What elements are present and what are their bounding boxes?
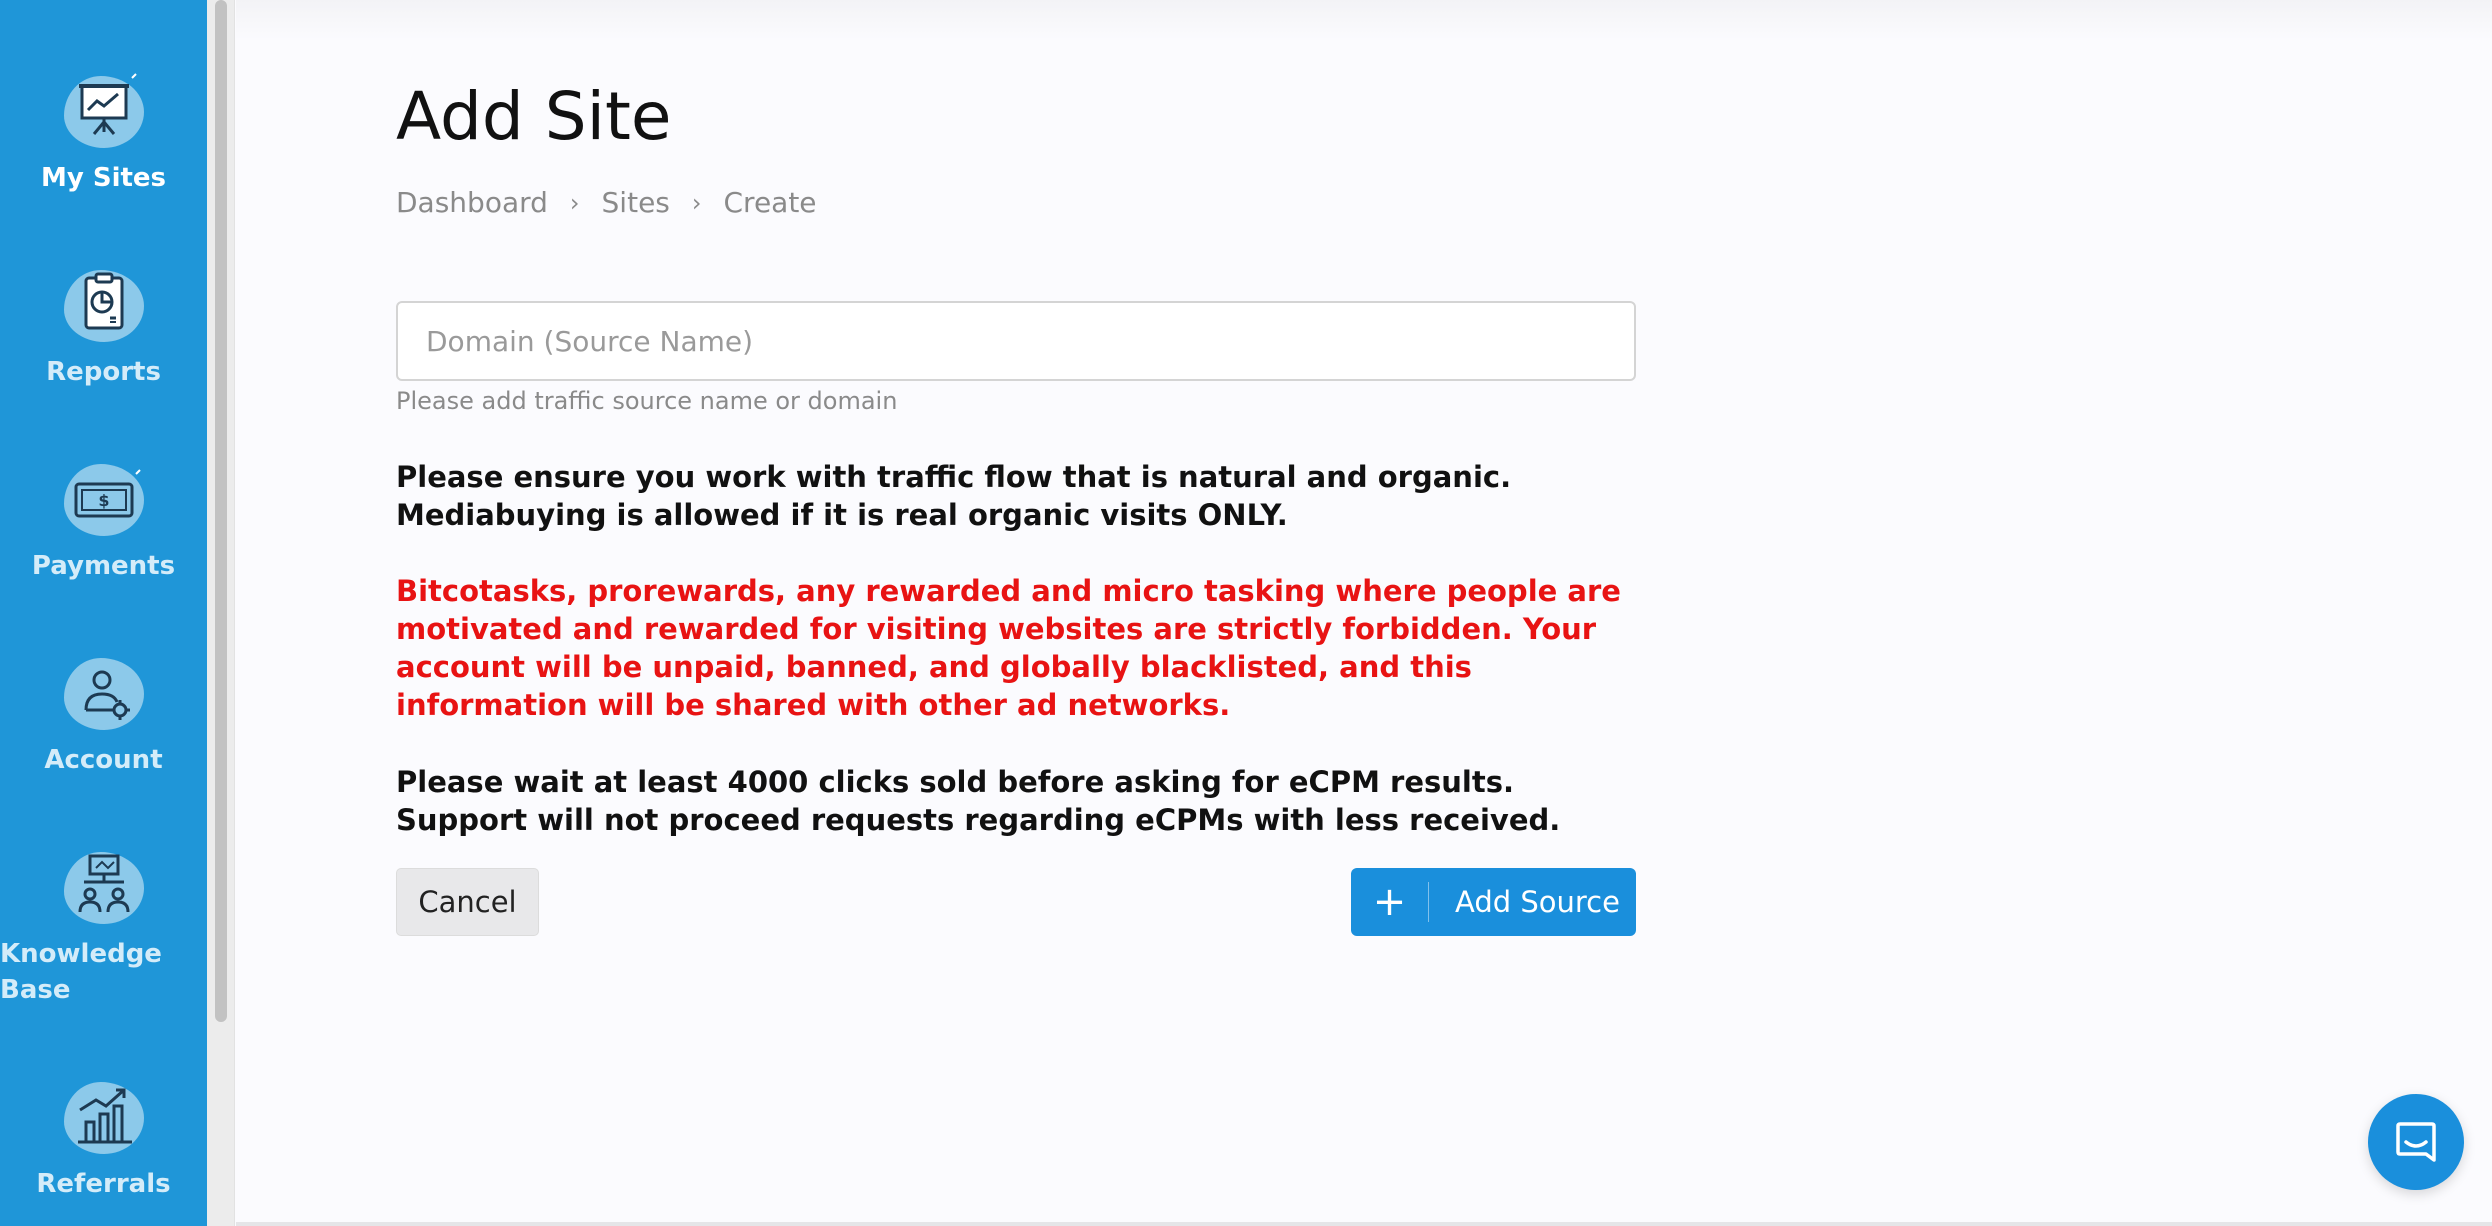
chevron-right-icon: › (569, 188, 580, 217)
clipboard-pie-icon (62, 264, 146, 344)
sidebar-item-payments[interactable] (0, 458, 207, 584)
sidebar-item-label: Reports (46, 357, 161, 387)
breadcrumb-dashboard[interactable]: Dashboard (396, 186, 548, 219)
sidebar-item-reports[interactable] (0, 264, 207, 390)
scrollbar-thumb[interactable] (215, 0, 227, 1022)
sidebar-item-label: Referrals (36, 1169, 171, 1199)
sidebar-item-label (0, 936, 162, 1008)
sidebar-item-label: Payments (31, 551, 176, 581)
user-gear-icon (62, 652, 146, 732)
sidebar-item-label-line2: Base (0, 975, 71, 1005)
sidebar-item-my-sites[interactable] (0, 70, 207, 196)
sidebar-item-label-line1: Knowledge (0, 939, 162, 969)
plus-icon: + (1351, 882, 1429, 922)
chevron-right-icon: › (691, 188, 702, 217)
breadcrumb (396, 186, 817, 219)
breadcrumb-create: Create (723, 186, 817, 219)
dollar-bill-icon (62, 458, 146, 538)
bottom-divider (236, 1222, 2492, 1226)
sidebar-item-label: My Sites (40, 163, 167, 193)
bar-chart-growth-icon (62, 1076, 146, 1156)
sidebar-scrollbar[interactable] (207, 0, 235, 1226)
domain-help-text: Please add traffic source name or domain (396, 387, 898, 415)
presentation-chart-icon (62, 70, 146, 150)
sidebar (0, 0, 207, 1226)
domain-input[interactable] (396, 301, 1636, 381)
page-title: Add Site (396, 78, 672, 155)
top-bar-shadow (236, 0, 2492, 40)
team-board-icon (62, 846, 146, 926)
forbidden-traffic-warning: Bitcotasks, prorewards, any rewarded and micro tasking where people are motivated and rewarded for visiting websites are strictly forbidden. Your account will be unpaid, banned, and globally blacklisted, and this information will be shared with other ad networks. (396, 574, 1621, 722)
organic-traffic-notice: Please ensure you work with traffic flow that is natural and organic. Mediabuying is allowed if it is real organic visits ONLY. (396, 460, 1512, 532)
ecpm-notice: Please wait at least 4000 clicks sold before asking for eCPM results. Support will not proceed requests regarding eCPMs with less received. (396, 765, 1561, 837)
sidebar-item-knowledge-base[interactable] (0, 846, 207, 1008)
add-source-label: Add Source (1455, 885, 1620, 919)
breadcrumb-sites[interactable]: Sites (601, 186, 670, 219)
svg-text:$: $ (97, 491, 110, 510)
sidebar-item-account[interactable] (0, 652, 207, 778)
sidebar-item-referrals[interactable] (0, 1076, 207, 1202)
add-source-button[interactable] (1351, 868, 1636, 936)
cancel-button[interactable]: Cancel (396, 868, 539, 936)
chat-icon (2394, 1120, 2438, 1164)
chat-launcher-button[interactable] (2368, 1094, 2464, 1190)
sidebar-item-label: Account (44, 745, 163, 775)
